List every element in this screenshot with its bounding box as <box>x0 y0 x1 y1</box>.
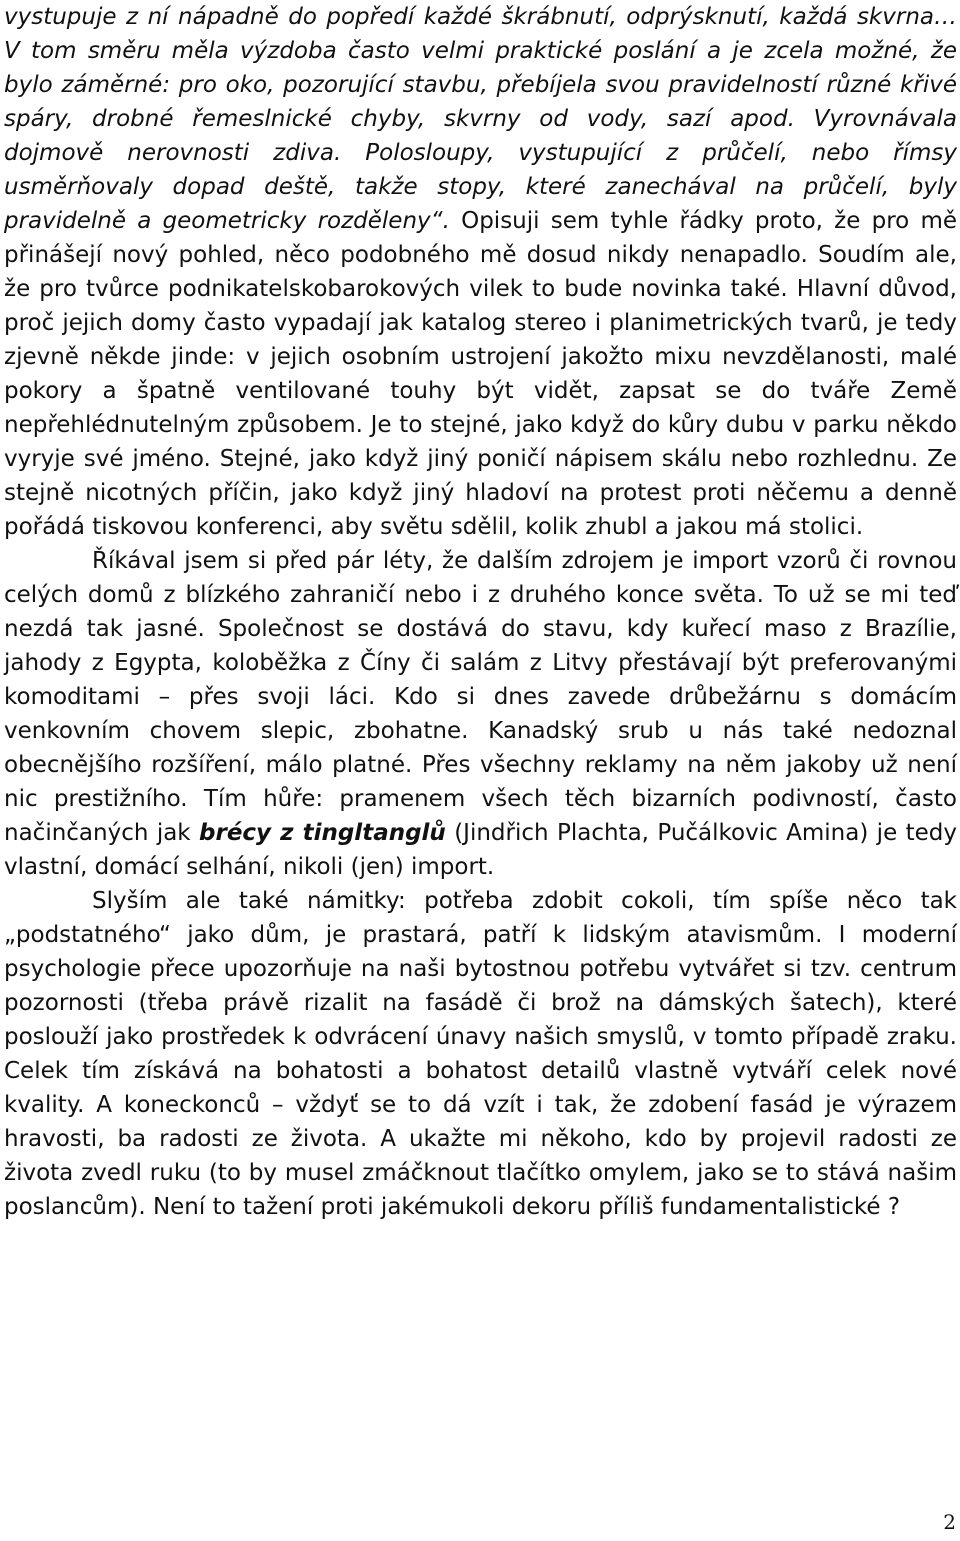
paragraph-2 <box>4 544 957 884</box>
paragraph-3-text: Slyším ale také námitky: potřeba zdobit cokoli, tím spíše něco tak „podstatného“ jako dům, je prastará, patří k lidským atavismům. I moderní psychologie přece upozorňuje na naši bytostnou potřebu vytvářet si tzv. centrum pozornosti (třeba právě rizalit na fasádě či brož na dámských šatech), které poslouží jako prostředek k odvrácení únavy našich smyslů, v tomto případě zraku. Celek tím získává na bohatosti a bohatost detailů vlastně vytváří celek nové kvality. A koneckonců – vždyť se to dá vzít i tak, že zdobení fasád je výrazem hravosti, ba radosti ze života. A ukažte mi někoho, kdo by projevil radosti ze života zvedl ruku (to by musel zmáčknout tlačítko omylem, jako se to stává našim poslancům). Není to tažení proti jakémukoli dekoru příliš fundamentalistické ? <box>4 888 957 1220</box>
quoted-passage: vystupuje z ní nápadně do popředí každé škrábnutí, odprýsknutí, každá skvrna… V tom směru měla výzdoba často velmi praktické poslání a je zcela možné, že bylo záměrné: pro oko, pozorující stavbu, přebíjela svou pravidelností různé křivé spáry, drobné řemeslnické chyby, skvrny od vody, sazí apod. Vyrovnávala dojmově nerovnosti zdiva. Polosloupy, vystupující z průčelí, nebo římsy usměrňovaly dopad deště, takže stopy, které zanechával na průčelí, byly pravidelně a geometricky rozděleny“. <box>4 4 957 234</box>
page-number: 2 <box>943 1510 956 1534</box>
paragraph-1-text: Opisuji sem tyhle řádky proto, že pro mě přinášejí nový pohled, něco podobného mě dosud nikdy nenapadlo. Soudím ale, že pro tvůrce podnikatelskobarokových vilek to bude novinka také. Hlavní důvod, proč jejich domy často vypadají jak katalog stereo i planimetrických tvarů, je tedy zjevně někde jinde: v jejich osobním ustrojení jakožto mixu nevzdělanosti, malé pokory a špatně ventilované touhy být vidět, zapsat se do tváře Země nepřehlédnutelným způsobem. Je to stejné, jako když do kůry dubu v parku někdo vyryje své jméno. Stejné, jako když jiný poničí nápisem skálu nebo rozhlednu. Ze stejně nicotných příčin, jako když jiný hladoví na protest proti něčemu a denně pořádá tiskovou konferenci, aby světu sdělil, kolik zhubl a jakou má stolici. <box>4 208 957 540</box>
paragraph-3 <box>4 884 957 1224</box>
paragraph-1 <box>4 0 957 544</box>
paragraph-2-text-after: (Jindřich Plachta, Pučálkovic Amina) je tedy vlastní, domácí selhání, nikoli (jen) import. <box>4 820 957 880</box>
emphasized-phrase: brécy z tingltanglů <box>199 820 446 846</box>
paragraph-2-text-before: Říkával jsem si před pár léty, že dalším zdrojem je import vzorů či rovnou celých domů z blízkého zahraničí nebo i z druhého konce světa. To už se mi teď nezdá tak jasné. Společnost se dostává do stavu, kdy kuřecí maso z Brazílie, jahody z Egypta, koloběžka z Číny či salám z Litvy přestávají být preferovanými komoditami – přes svoji láci. Kdo si dnes zavede drůbežárnu s domácím venkovním chovem slepic, zbohatne. Kanadský srub u nás také nedoznal obecnějšího rozšíření, málo platné. Přes všechny reklamy na něm jakoby už není nic prestižního. Tím hůře: pramenem všech těch bizarních podivností, často načinčaných jak <box>4 548 957 846</box>
document-page <box>4 0 957 1224</box>
